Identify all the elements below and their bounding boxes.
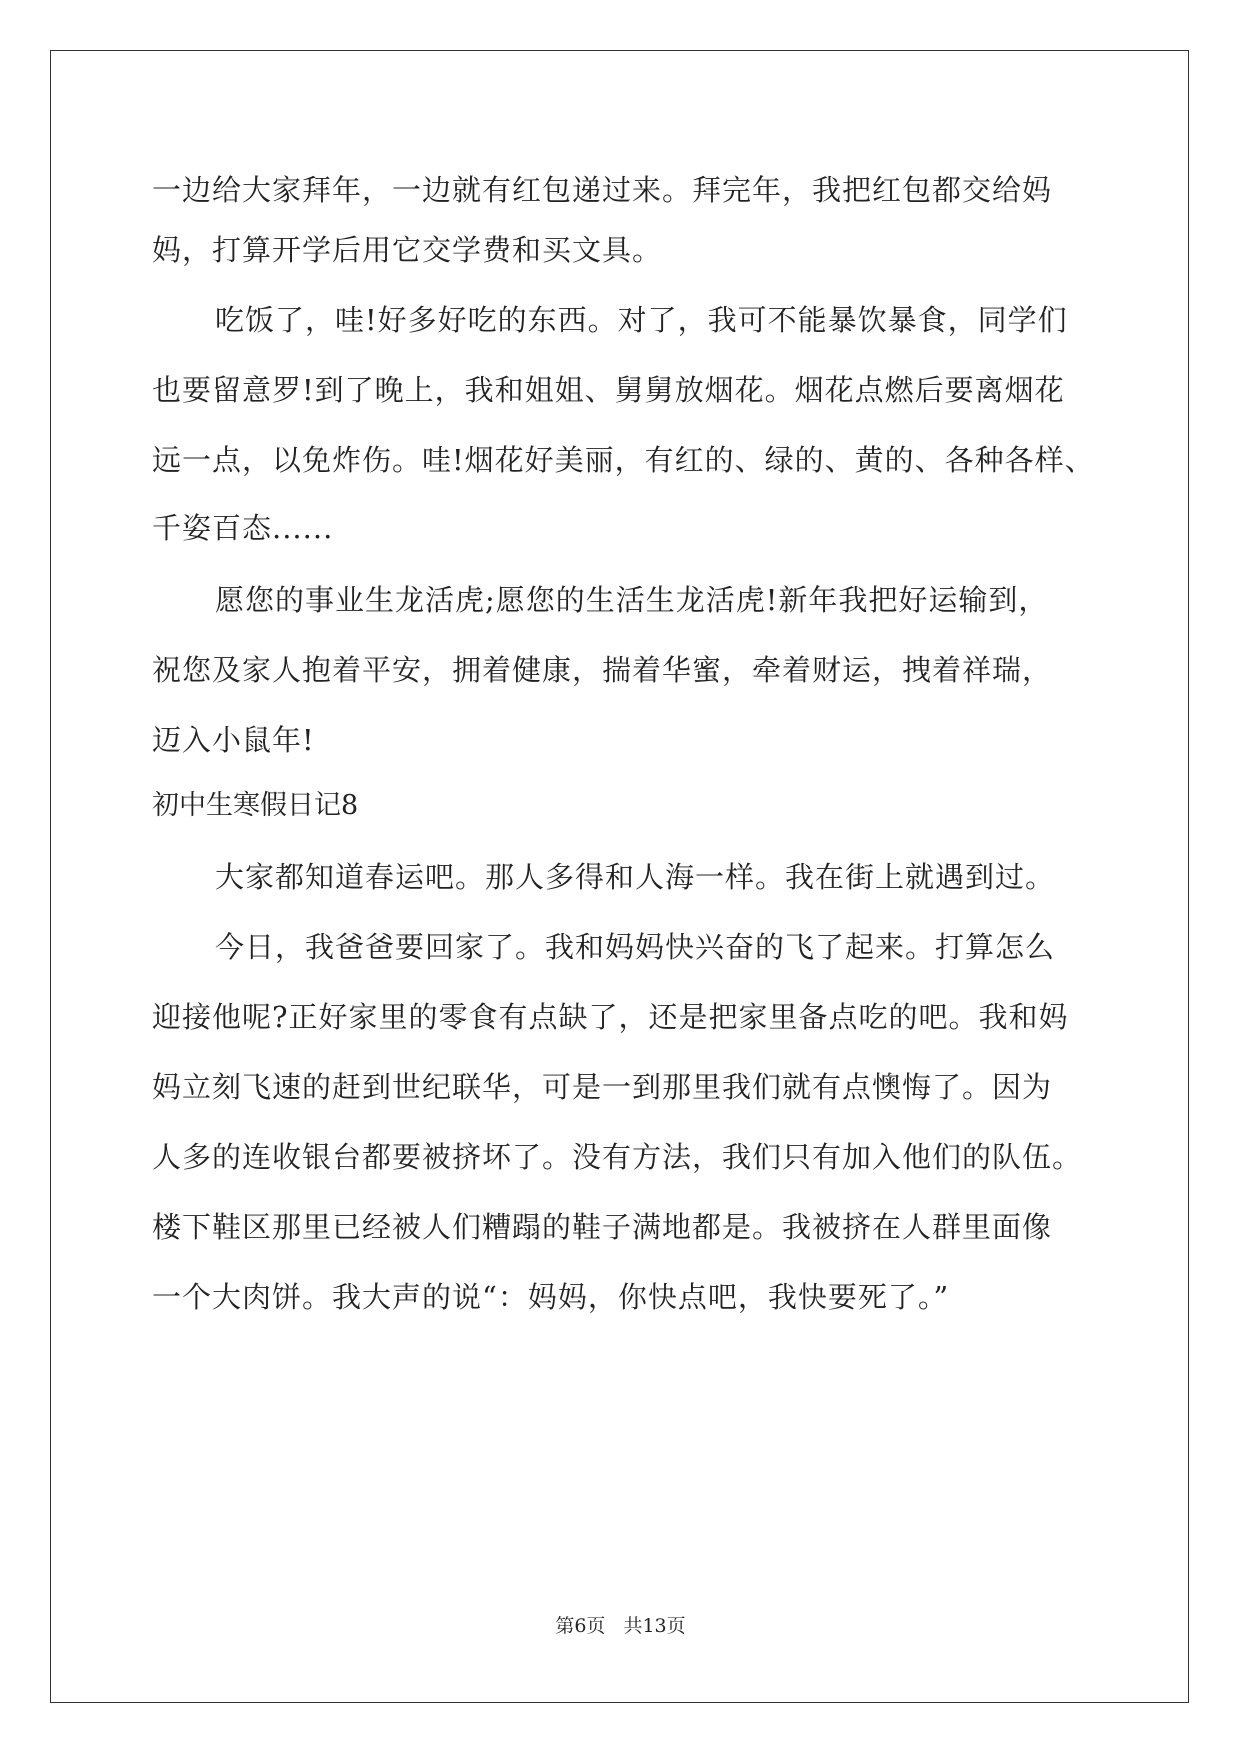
text-line: 也要留意罗!到了晚上，我和姐姐、舅舅放烟花。烟花点燃后要离烟花 [152,373,1065,407]
text-line: 人多的连收银台都要被挤坏了。没有方法，我们只有加入他们的队伍。 [152,1140,1083,1174]
text-line: 吃饭了，哇!好多好吃的东西。对了，我可不能暴饮暴食，同学们 [215,303,1068,337]
page-number: 第6页 [555,1615,606,1637]
page-total: 共13页 [623,1615,686,1637]
page-footer [0,1614,1241,1638]
text-line: 千姿百态...... [152,511,334,545]
text-line: 妈立刻飞速的赶到世纪联华，可是一到那里我们就有点懊悔了。因为 [152,1070,1053,1104]
section-heading: 初中生寒假日记8 [152,790,359,821]
text-line: 远一点，以免炸伤。哇!烟花好美丽，有红的、绿的、黄的、各种各样、 [152,443,1095,477]
text-line: 一边给大家拜年，一边就有红包递过来。拜完年，我把红包都交给妈 [152,173,1053,207]
text-line: 一个大肉饼。我大声的说“：妈妈，你快点吧，我快要死了。” [152,1280,950,1314]
text-line: 愿您的事业生龙活虎;愿您的生活生龙活虎!新年我把好运输到， [215,583,1049,617]
text-line: 今日，我爸爸要回家了。我和妈妈快兴奋的飞了起来。打算怎么 [215,930,1056,964]
text-line: 大家都知道春运吧。那人多得和人海一样。我在街上就遇到过。 [215,860,1056,894]
text-line: 妈，打算开学后用它交学费和买文具。 [152,233,663,267]
text-line: 祝您及家人抱着平安，拥着健康，揣着华蜜，牵着财运，拽着祥瑞， [152,653,1053,687]
text-line: 楼下鞋区那里已经被人们糟蹋的鞋子满地都是。我被挤在人群里面像 [152,1210,1053,1244]
text-line: 迈入小鼠年! [152,723,315,757]
text-line: 迎接他呢?正好家里的零食有点缺了，还是把家里备点吃的吧。我和妈 [152,1000,1069,1034]
